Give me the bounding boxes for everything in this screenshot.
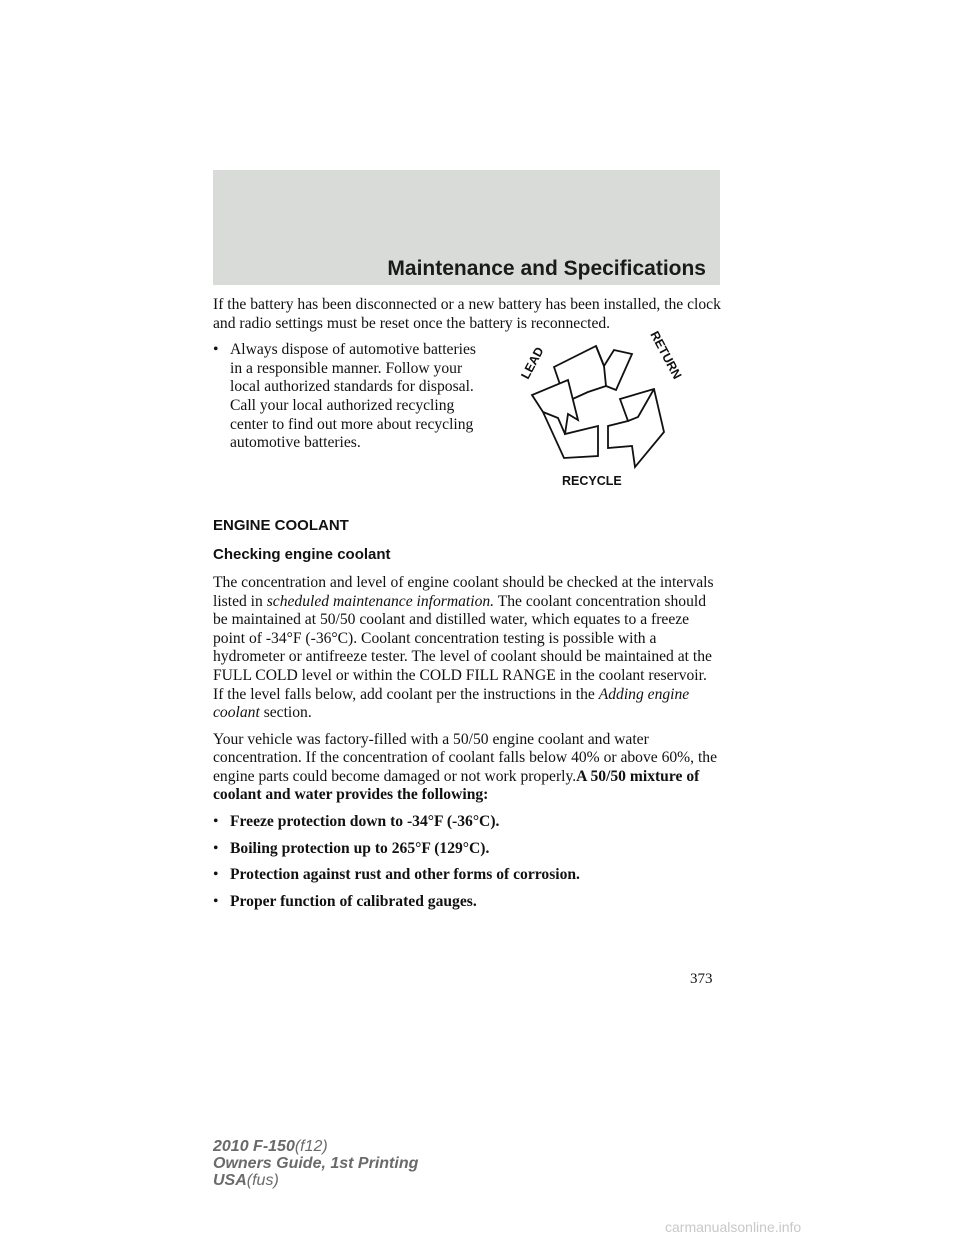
para1-text-c: section. [263,704,312,722]
page-number: 373 [690,971,713,987]
footer-line-2: Owners Guide, 1st Printing [213,1155,419,1172]
coolant-paragraph-2 [213,731,721,805]
coolant-bullet [213,893,721,912]
scheduled-maintenance-ref: scheduled maintenance information. [266,592,495,610]
section-title: Maintenance and Specifications [387,257,706,280]
footer-model: 2010 F-150 [213,1138,295,1155]
coolant-bullet-text: Protection against rust and other forms of corrosion. [230,866,580,884]
battery-intro-paragraph: If the battery has been disconnected or a new battery has been installed, the clock and radio settings must be reset once the battery is reconnected. [213,296,721,332]
para2-text: Your vehicle was factory-filled with a 50/50 engine coolant and water concentration. If the concentration of coolant falls below 40% or above 60%, the engine parts could become damaged or not work properly. [213,730,718,785]
coolant-bullet-text: Proper function of calibrated gauges. [230,892,477,910]
bullet-dot: • [213,341,219,359]
right-arrow-icon [608,389,664,467]
footer-line-1 [213,1138,418,1155]
bullet-dot: • [213,839,219,857]
coolant-bullet [213,813,721,832]
para2-bold-text: A 50/50 mixture of coolant and water provides the following: [213,767,700,804]
coolant-bullet-text: Freeze protection down to -34°F (-36°C). [230,813,500,831]
bullet-dot: • [213,866,219,884]
coolant-bullet [213,866,721,885]
para1-text-b: The coolant concentration should be maintained at 50/50 coolant and distilled water, which equates to a freeze point of -34°F (-36°C). Coolant concentration testing is possible with a hydrometer or antifreeze tester. The level of coolant should be maintained at the FULL COLD level or within the COLD FILL RANGE in the coolant reservoir. If the level falls below, add coolant per the instructions in the [213,592,712,703]
footer-region-code: (fus) [246,1172,279,1189]
label-lead: LEAD [518,344,547,382]
recycle-arrows-icon [532,346,664,467]
checking-coolant-subheading: Checking engine coolant [213,546,391,564]
adding-coolant-ref: Adding engine coolant [213,685,690,722]
watermark: carmanualsonline.info [665,1219,802,1235]
footer-model-code: (f12) [294,1138,328,1155]
bullet-dot: • [213,892,219,910]
coolant-paragraph-1 [213,574,721,723]
battery-disposal-text: Always dispose of automotive batteries in a responsible manner. Follow your local authorized standards for disposal. Call your local authorized recycling center to find out more about recycling automotive batteries. [230,341,476,452]
footer-line-3 [213,1172,418,1189]
coolant-bullet [213,840,721,859]
label-recycle: RECYCLE [562,474,622,488]
battery-disposal-bullet [213,341,478,453]
para1-text-a: The concentration and level of engine coolant should be checked at the intervals listed in [213,573,714,610]
header-band [213,170,720,285]
coolant-bullet-text: Boiling protection up to 265°F (129°C). [230,839,490,857]
lead-recycle-figure [508,322,698,492]
footer-region: USA [213,1172,247,1189]
label-return: RETURN [647,328,685,382]
engine-coolant-heading: ENGINE COOLANT [213,516,349,534]
bullet-dot: • [213,813,219,831]
footer [213,1138,418,1189]
